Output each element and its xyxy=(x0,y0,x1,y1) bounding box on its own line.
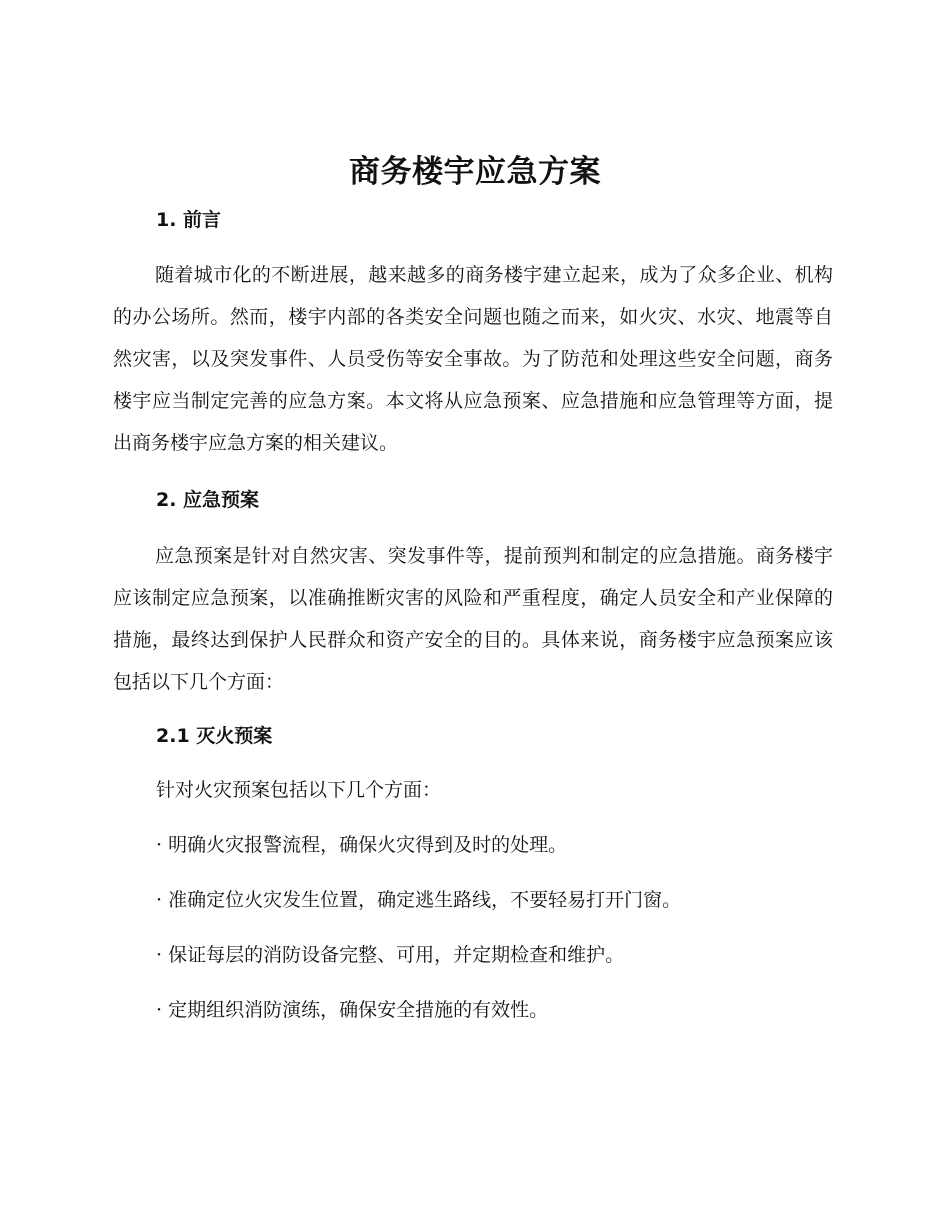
list-item: · 定期组织消防演练，确保安全措施的有效性。 xyxy=(156,999,549,1021)
list-item: · 准确定位火灾发生位置，确定逃生路线，不要轻易打开门窗。 xyxy=(156,889,682,911)
fire-lead-text: 针对火灾预案包括以下几个方面： xyxy=(156,779,442,801)
section-heading-fire: 2.1 灭火预案 xyxy=(156,725,273,747)
list-item: · 明确火灾报警流程，确保火灾得到及时的处理。 xyxy=(156,834,568,856)
plan-paragraph: 应急预案是针对自然灾害、突发事件等，提前预判和制定的应急措施。商务楼宇应该制定应急预案，以准确推断灾害的风险和严重程度，确定人员安全和产业保障的措施，最终达到保护人民群众和资产安全的目的。具体来说，商务楼宇应急预案应该包括以下几个方面： xyxy=(113,545,833,693)
section-heading-plan: 2. 应急预案 xyxy=(156,489,260,511)
document-title: 商务楼宇应急方案 xyxy=(349,154,601,190)
section-heading-intro: 1. 前言 xyxy=(156,209,222,231)
intro-paragraph: 随着城市化的不断进展，越来越多的商务楼宇建立起来，成为了众多企业、机构的办公场所。然而，楼宇内部的各类安全问题也随之而来，如火灾、水灾、地震等自然灾害，以及突发事件、人员受伤等安全事故。为了防范和处理这些安全问题，商务楼宇应当制定完善的应急方案。本文将从应急预案、应急措施和应急管理等方面，提出商务楼宇应急方案的相关建议。 xyxy=(113,264,833,454)
list-item: · 保证每层的消防设备完整、可用，并定期检查和维护。 xyxy=(156,944,625,966)
